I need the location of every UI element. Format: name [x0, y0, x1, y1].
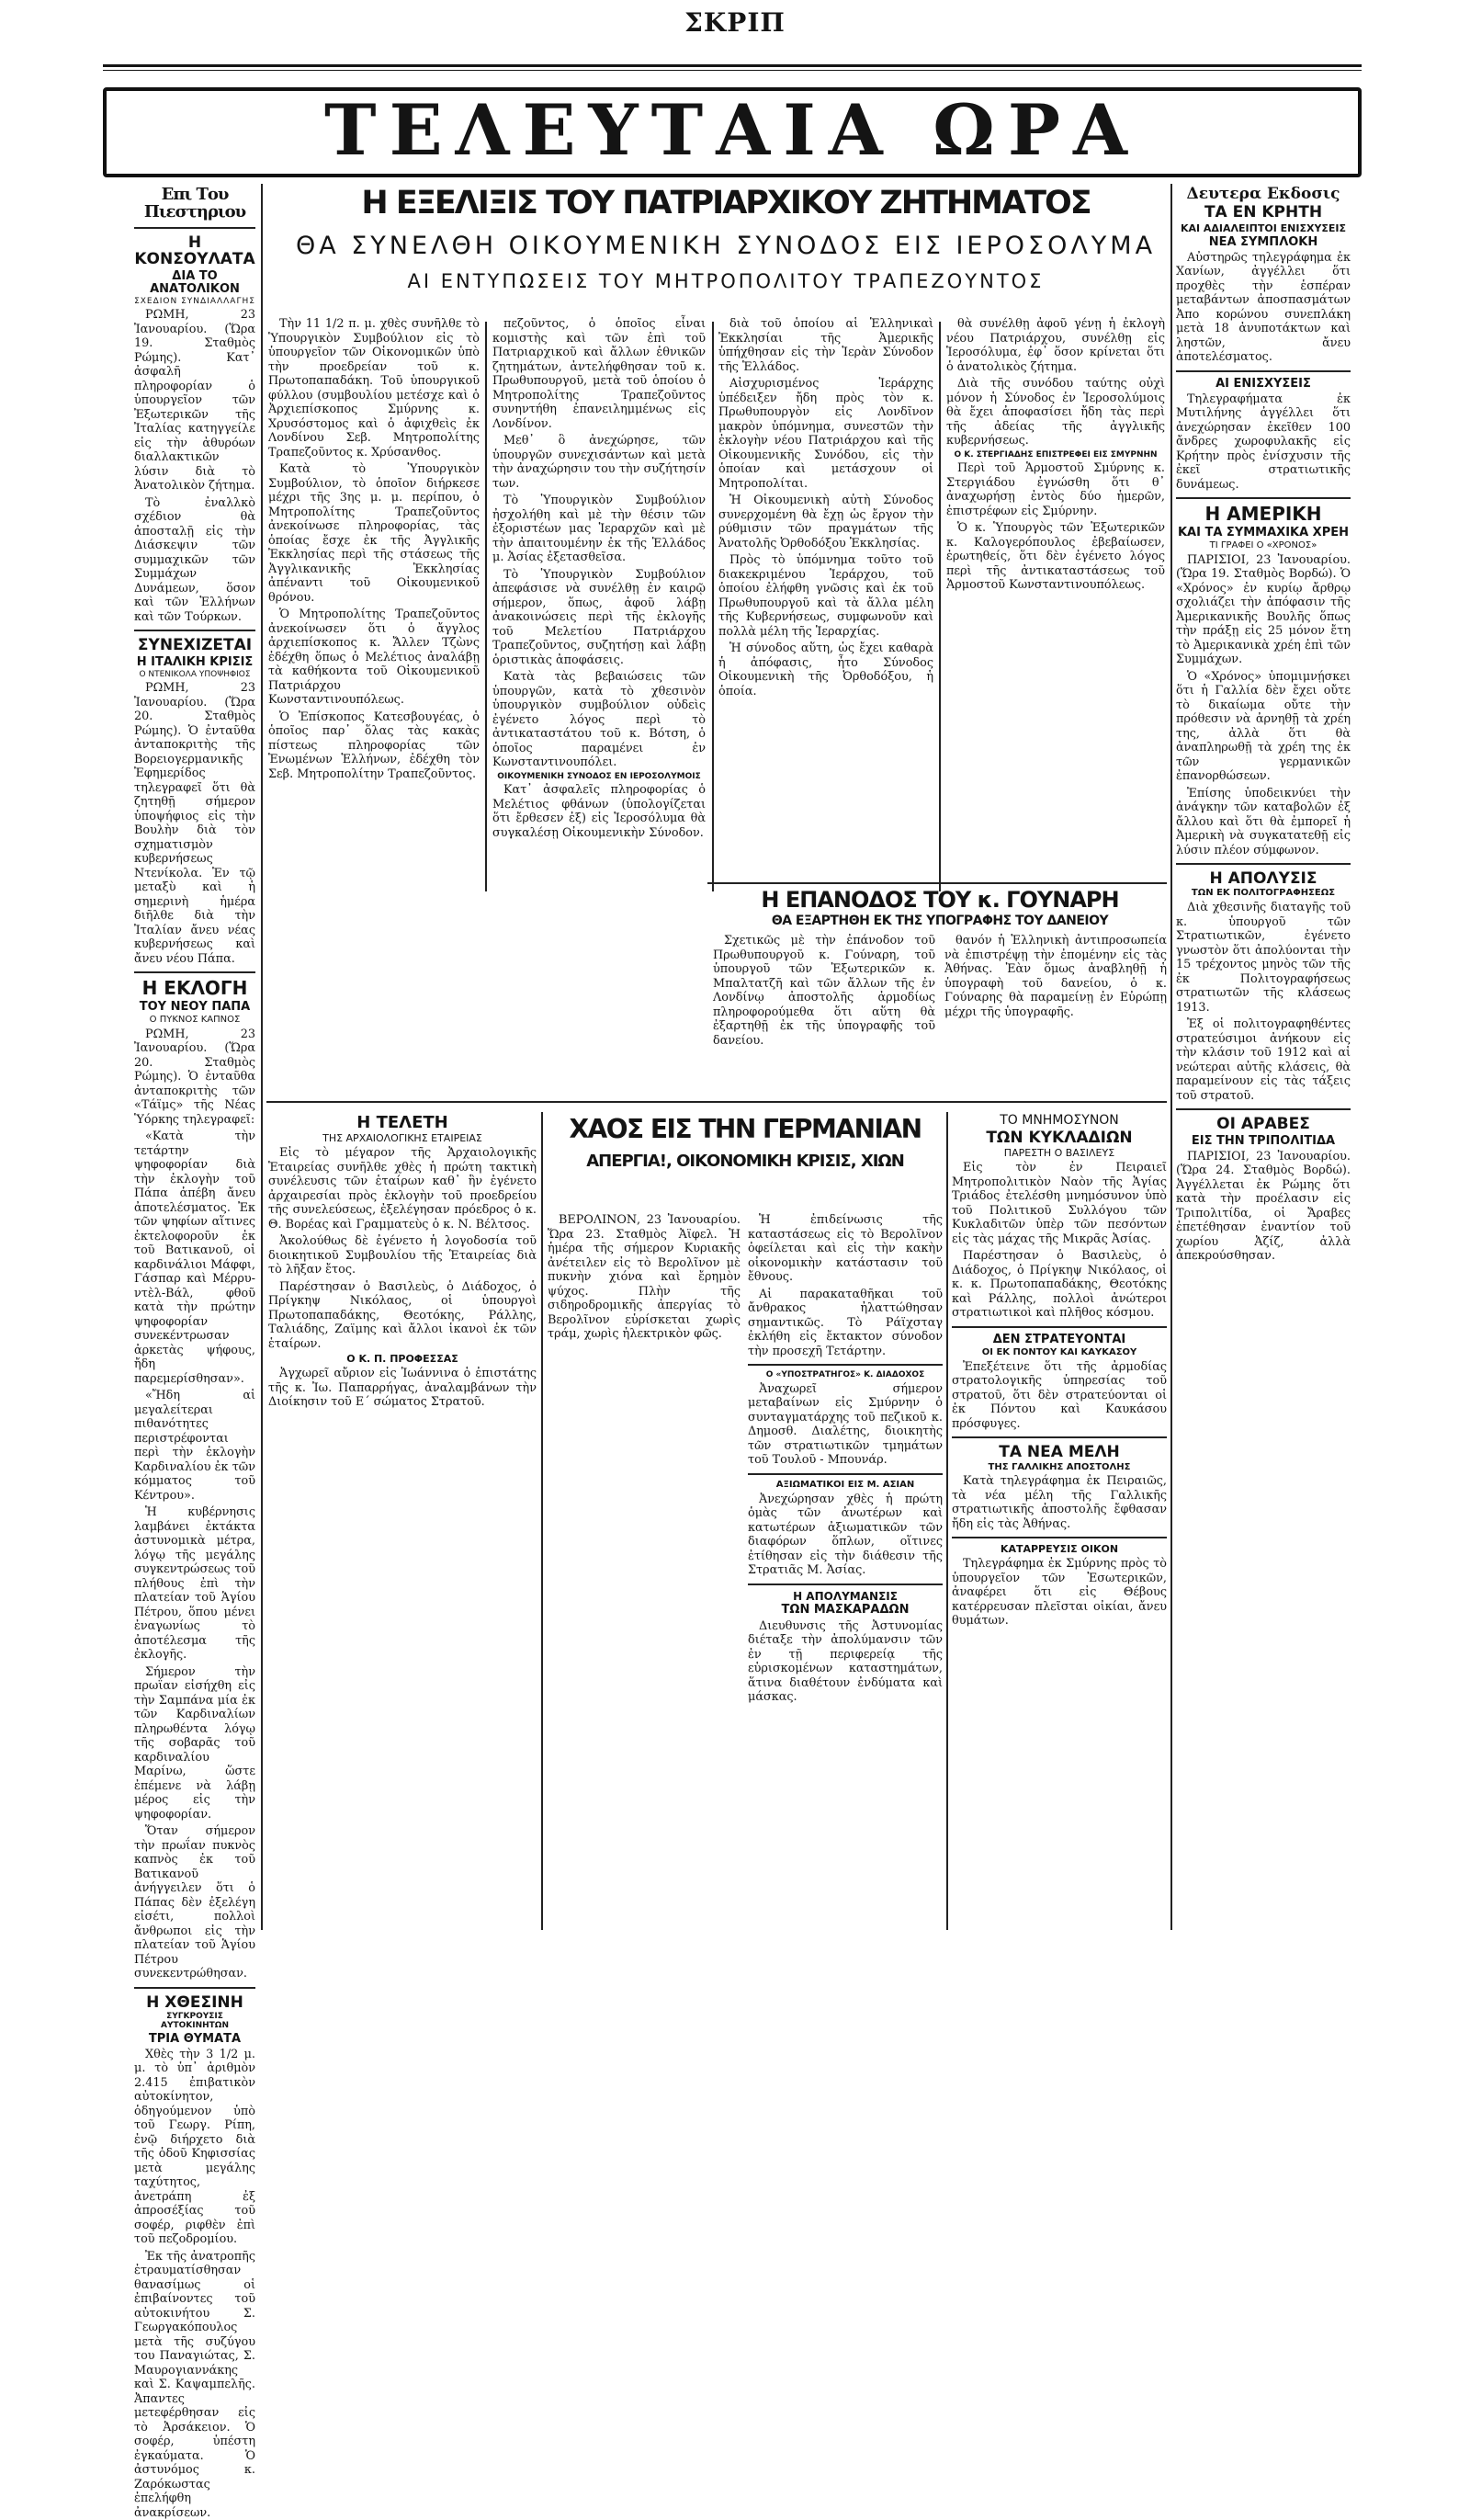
- divider-left: [261, 184, 263, 1930]
- bottom-column-2a: [548, 1213, 741, 1921]
- section-subtitle: ΔΙΑ ΤΟ ΑΝΑΤΟΛΙΚΟΝ: [150, 268, 240, 296]
- section-subhead: Ο «ΥΠΟΣΤΡΑΤΗΓΟΣ» Κ. ΔΙΑΔΟΧΟΣ: [765, 1370, 925, 1379]
- divider-c3: [939, 322, 941, 891]
- article-paragraph: Ἡ κυβέρνησις λαμβάνει ἐκτάκτα ἀστυνομικὰ μέτρα, λόγῳ τῆς μεγάλης συγκεντρώσεως τοῦ πλήθους ἐπὶ τὴν πλατείαν τοῦ Ἁγίου Πέτρου, ὅπου μένει ἐναγωνίως τὸ ἀποτέλεσμα τῆς ἐκλογῆς.: [134, 1505, 255, 1663]
- article-paragraph: Ἐπεξέτεινε ὅτι τῆς ἀρμοδίας στρατολογικῆς ὑπηρεσίας τοῦ στρατοῦ, ὅτι δὲν στρατεύονται οἱ ἐκ Πόντου καὶ Καυκάσου πρόσφυγες.: [952, 1359, 1167, 1431]
- article-paragraph: Σχετικῶς μὲ τὴν ἐπάνοδον τοῦ Πρωθυπουργοῦ κ. Γούναρη, τοῦ ὑπουργοῦ τῶν Ἐξωτερικῶν κ. Μπαλτατζῆ καὶ τῶν ἄλλων τῆς ἐν Λονδίνῳ ἀποστολῆς ἀρμοδίως πληροφορούμεθα ὅτι αὕτη θὰ ἐξαρτηθῇ ἐκ τῆς ὑπογραφῆς τοῦ δανείου.: [713, 934, 935, 1048]
- article-paragraph: «Κατὰ τὴν τετάρτην ψηφοφορίαν διὰ τὴν ἐκλογὴν τοῦ Πάπα ἀπέβη ἄνευ ἀποτελέσματος. Ἐκ τῶν ψηφίων αἵτινες ἐκτελοφοροῦν ἐκ τοῦ Βατικανοῦ, οἱ καρδινάλιοι Μάφφι, Γάσπαρ καὶ Μέρρυ-ντὲλ-Βάλ, φθοῦ κατὰ τὴν πρώτην ψηφοφορίαν συνεκέντρωσαν ἀρκετὰς ψήφους, ἤδη παρεμερίσθησαν».: [134, 1129, 255, 1386]
- article-paragraph: Τὸ Ὑπουργικὸν Συμβούλιον ἀπεφάσισε νὰ συνέλθῃ ἐν καιρῷ σήμερον, ὅπως, ἀφοῦ λάβῃ ἀνακοινώσεις περὶ τῆς ἐκλογῆς τοῦ Μελετίου Πατριάρχου Τραπεζοῦντος, συζητήσῃ καὶ λάβῃ ὁριστικὰς ἀποφάσεις.: [492, 567, 706, 667]
- article-paragraph: Ἡ Οἰκουμενικὴ αὐτὴ Σύνοδος συνερχομένη θὰ ἔχῃ ὡς ἔργον τὴν ρύθμισιν τῶν πραγμάτων τῆς Ἀνατολῆς Ὀρθοδόξου Ἐκκλησίας.: [718, 494, 933, 551]
- section-subtitle: ΤΗΣ ΑΡΧΑΙΟΛΟΓΙΚΗΣ ΕΤΑΙΡΕΙΑΣ: [322, 1132, 482, 1145]
- article-paragraph: Ἀναχωρεῖ σήμερον μεταβαίνων εἰς Σμύρνην ὁ συνταγματάρχης τοῦ πεζικοῦ κ. Δημοσθ. Διαλέτης, διοικητὴς τῶν στρατιωτικῶν τμημάτων τοῦ Τουλοῦ - Μπουνάρ.: [748, 1381, 943, 1468]
- article-paragraph: ΠΑΡΙΣΙΟΙ, 23 Ἰανουαρίου. (Ὥρα 24. Σταθμὸς Βορδώ). Ἀγγέλλεται ἐκ Ρώμης ὅτι κατὰ τὴν προέλασιν εἰς Τριπολιτίδα, οἱ Ἄραβες ἐπετέθησαν ἐναντίον τοῦ χωρίου Ἀζίζ, ἀλλὰ ἀπεκρούσθησαν.: [1176, 1149, 1351, 1264]
- section-kicker-small: ΤΡΙΑ ΘΥΜΑΤΑ: [148, 2031, 242, 2046]
- separator: [952, 1537, 1167, 1538]
- article-paragraph: θανόν ἡ Ἑλληνικὴ ἀντιπροσωπεία νὰ ἐπιστρέψῃ τὴν ἐπομένην εἰς τὰς Ἀθήνας. Ἐὰν ὅμως ἀναβληθῇ ἡ ὑπογραφὴ τοῦ δανείου, ὁ κ. Γούναρης θὰ παραμείνῃ ἐν Εὐρώπῃ μέχρι τῆς ὑπογραφῆς.: [944, 934, 1167, 1019]
- section-subtitle: ΣΥΓΚΡΟΥΣΙΣ ΑΥΤΟΚΙΝΗΤΩΝ: [161, 2012, 229, 2030]
- article-paragraph: Αἰσχυρισμένος Ἱεράρχης ὑπέδειξεν ἤδη πρὸς τὸν κ. Πρωθυπουργὸν εἰς Λονδῖνον μακρὸν ὑπόμνημα, συνεστῶν τὴν ἐκλογὴν νέου Πατριάρχου καὶ τῆς Οἰκουμενικῆς Συνόδου, εἰς τὴν ὁποίαν καὶ μετάσχουν οἱ Μητροπολίται.: [718, 377, 933, 491]
- section-subtitle: ΘΑ ΕΞΑΡΤΗΘΗ ΕΚ ΤΗΣ ΥΠΟΓΡΑΦΗΣ ΤΟΥ ΔΑΝΕΙΟΥ: [771, 913, 1109, 928]
- section-subtitle: ΚΑΙ ΤΑ ΣΥΜΜΑΧΙΚΑ ΧΡΕΗ: [1177, 525, 1349, 539]
- section-title: ΟΙ ΑΡΑΒΕΣ: [1216, 1115, 1310, 1134]
- article-paragraph: Ὁ κ. Ὑπουργὸς τῶν Ἐξωτερικῶν κ. Καλογερόπουλος ἐβεβαίωσεν, ἐρωτηθείς, ὅτι δὲν ἐγένετο λόγος περὶ τῆς ἀντικαταστάσεως τοῦ Ἁρμοστοῦ Κωνσταντινουπόλεως.: [946, 521, 1165, 593]
- section-title: Η ΕΚΛΟΓΗ: [141, 977, 248, 1000]
- bottom-column-1: [268, 1112, 537, 1921]
- section-subtitle: ΚΑΙ ΑΔΙΑΛΕΙΠΤΟΙ ΕΝΙΣΧΥΣΕΙΣ: [1180, 221, 1347, 234]
- divider-c1: [485, 322, 487, 891]
- section-subhead: ΟΙΚΟΥΜΕΝΙΚΗ ΣΥΝΟΔΟΣ ΕΝ ΙΕΡΟΣΟΛΥΜΟΙΣ: [497, 771, 701, 781]
- section-title: ΧΑΟΣ ΕΙΣ ΤΗΝ ΓΕΡΜΑΝΙΑΝ: [569, 1114, 922, 1144]
- section-kicker-small: ΠΑΡΕΣΤΗ Ο ΒΑΣΙΛΕΥΣ: [1003, 1147, 1115, 1160]
- main-headline: Η ΕΞΕΛΙΞΙΣ ΤΟΥ ΠΑΤΡΙΑΡΧΙΚΟΥ ΖΗΤΗΜΑΤΟΣ: [361, 185, 1091, 221]
- top-rule: [103, 64, 1362, 67]
- section-title: ΔΕΝ ΣΤΡΑΤΕΥΟΝΤΑΙ: [992, 1332, 1126, 1346]
- section-title: ΣΥΝΕΧΙΖΕΤΑΙ: [137, 636, 253, 655]
- center-column-4: [946, 317, 1165, 878]
- separator: [748, 1473, 943, 1475]
- section-subtitle: ΑΠΕΡΓΙΑ!, ΟΙΚΟΝΟΜΙΚΗ ΚΡΙΣΙΣ, ΧΙΩΝ: [586, 1152, 904, 1172]
- section-title: ΑΙ ΕΝΙΣΧΥΣΕΙΣ: [1216, 376, 1311, 391]
- gounaris-article: [713, 887, 1167, 1098]
- main-subheadline: ΘΑ ΣΥΝΕΛΘΗ ΟΙΚΟΥΜΕΝΙΚΗ ΣΥΝΟΔΟΣ ΕΙΣ ΙΕΡΟΣΟΛΥΜΑ: [295, 232, 1157, 260]
- center-column-3: [718, 317, 933, 878]
- article-paragraph: Αὐστηρῶς τηλεγράφημα ἐκ Χανίων, ἀγγέλλει ὅτι προχθὲς τὴν ἑσπέραν μεταβάντων ἀποσπασμάτων Ἀπο κορώνου συνεπλάκη μετὰ 18 ἀνυποτάκτων καὶ ληστῶν, ἄνευ ἀποτελέσματος.: [1176, 250, 1351, 365]
- section-title: Η ΕΠΑΝΟΔΟΣ ΤΟΥ κ. ΓΟΥΝΑΡΗ: [761, 887, 1119, 913]
- main-deck: ΑΙ ΕΝΤΥΠΩΣΕΙΣ ΤΟΥ ΜΗΤΡΟΠΟΛΙΤΟΥ ΤΡΑΠΕΖΟΥΝΤΟΣ: [407, 270, 1045, 292]
- section-kicker-small: ΣΧΕΔΙΟΝ ΣΥΝΔΙΑΛΛΑΓΗΣ: [134, 296, 255, 306]
- divider-c2: [712, 322, 714, 891]
- article-paragraph: Πρὸς τὸ ὑπόμνημα τοῦτο τοῦ διακεκριμένου Ἱεράρχου, τοῦ ὁποίου ἐλήφθη γνῶσις καὶ ἐκ τοῦ Πρωθυπουργοῦ καὶ τὰ ἄλλα μέλη τῆς Κυβερνήσεως, συμφωνοῦν καὶ πολλὰ μέλη τῆς Ἱεραρχίας.: [718, 553, 933, 639]
- article-paragraph: Ἀνεχώρησαν χθὲς ἡ πρώτη ὁμὰς τῶν ἀνωτέρων καὶ κατωτέρων ἀξιωματικῶν τῶν διαφόρων ὅπλων, οἵτινες ἐτίθησαν εἰς τὴν διάθεσιν τῆς Στρατιᾶς Μ. Ἀσίας.: [748, 1492, 943, 1578]
- section-title: ΤΑ ΕΝ ΚΡΗΤΗ: [1204, 203, 1323, 222]
- article-paragraph: ΡΩΜΗ, 23 Ἰανουαρίου. (Ὥρα 20. Σταθμὸς Ρώμης). Ὁ ἐνταῦθα ἀνταποκριτὴς τῆς Βορειογερμανικῆς Ἐφημερίδος τηλεγραφεῖ ὅτι θὰ ζητηθῇ σήμερον ὑποψήφιος εἰς τὴν Βουλὴν διὰ τὸν σχηματισμὸν κυβερνήσεως Ντενίκολα. Ἐν τῷ μεταξὺ καὶ ἡ σημερινὴ ἡμέρα διῆλθε διὰ τὴν Ἰταλίαν ἄνευ νέας κυβερνήσεως καὶ ἄνευ νέου Πάπα.: [134, 681, 255, 966]
- article-paragraph: Εἰς τὸν ἐν Πειραιεῖ Μητροπολιτικὸν Ναὸν τῆς Ἁγίας Τριάδος ἐτελέσθη μνημόσυνον ὑπὸ τοῦ Πολιτικοῦ Συλλόγου τῶν Κυκλαδιτῶν ὑπὲρ τῶν πεσόντων εἰς τὰς μάχας τῆς Μικρᾶς Ἀσίας.: [952, 1161, 1167, 1246]
- section-subtitle: ΤΗΣ ΓΑΛΛΙΚΗΣ ΑΠΟΣΤΟΛΗΣ: [988, 1461, 1131, 1472]
- article-paragraph: Ἀκολούθως δὲ ἐγένετο ἡ λογοδοσία τοῦ διοικητικοῦ Συμβουλίου τῆς Ἑταιρείας διὰ τὸ λῆξαν ἔτος.: [268, 1234, 537, 1277]
- section-title: Η ΑΠΟΛΥΣΙΣ: [1209, 869, 1317, 889]
- separator: [134, 630, 255, 631]
- section-kicker-small: Ο ΠΥΚΝΟΣ ΚΑΠΝΟΣ: [149, 1015, 241, 1026]
- separator: [952, 1326, 1167, 1328]
- right-kicker: Δευτερα Εκδοσις: [1186, 185, 1340, 203]
- section-kicker-small: Ο ΝΤΕΝΙΚΟΛΑ ΥΠΟΨΗΦΙΟΣ: [139, 669, 251, 679]
- divider-right: [1170, 184, 1172, 1930]
- left-kicker: Επι Του Πιεστηριου: [143, 185, 246, 222]
- separator: [134, 227, 255, 229]
- article-paragraph: Ἐπίσης ὑποδεικνύει τὴν ἀνάγκην τῶν καταβολῶν ἐξ ἄλλου καὶ ὅτι θὰ ἐμπορεῖ ἡ Ἀμερικὴ νὰ συγκατατεθῇ εἰς λύσιν πλέον σύμφωνον.: [1176, 786, 1351, 857]
- section-title: Η ΑΜΕΡΙΚΗ: [1204, 503, 1322, 526]
- article-paragraph: διὰ τοῦ ὁποίου αἱ Ἑλληνικαὶ Ἐκκλησίαι τῆς Ἀμερικῆς ὑπήχθησαν εἰς τὴν Ἱερὰν Σύνοδον τῆς Ἑλλάδος.: [718, 317, 933, 374]
- separator: [1176, 863, 1351, 865]
- bottom-column-2b: [748, 1213, 943, 1921]
- section-title: Η ΤΕΛΕΤΗ: [356, 1113, 448, 1132]
- article-paragraph: ΡΩΜΗ, 23 Ἰανουαρίου. (Ὥρα 19. Σταθμὸς Ρώμης). Κατ᾽ ἀσφαλῆ πληροφορίαν ὁ ὑπουργεῖον τῶν Ἐξωτερικῶν τῆς Ἰταλίας κατηγγείλε εἰς τὴν ἀθυρόων διαλλακτικῶν λύσιν διὰ τὸ Ἀνατολικὸν ζήτημα.: [134, 308, 255, 494]
- newspaper-name: ΣΚΡΙΠ: [684, 7, 786, 38]
- section-subhead: ΑΞΙΩΜΑΤΙΚΟΙ ΕΙΣ Μ. ΑΣΙΑΝ: [775, 1479, 915, 1490]
- left-column: [134, 184, 255, 2520]
- section-subtitle: ΕΙΣ ΤΗΝ ΤΡΙΠΟΛΙΤΙΔΑ: [1191, 1133, 1336, 1148]
- top-rule-thin: [103, 70, 1362, 71]
- separator: [748, 1364, 943, 1366]
- article-paragraph: Ὁ «Χρόνος» ὑπομιμνῄσκει ὅτι ἡ Γαλλία δὲν ἔχει οὔτε τὸ δικαίωμα οὔτε τὴν πρόθεσιν νὰ ἀρνηθῇ τὰ χρέη της, ἀλλὰ ὅτι θὰ ἀναπληρωθῇ τὰ χρέη της ἐκ τῶν γερμανικῶν ἐπανορθώσεων.: [1176, 669, 1351, 784]
- article-paragraph: Εἰς τὸ μέγαρον τῆς Ἀρχαιολογικῆς Ἑταιρείας συνῆλθε χθὲς ἡ πρώτη τακτικὴ συνέλευσις τῶν ἑταίρων καθ᾽ ἣν ἐγένετο ἀρχαιρεσίαι πρὸς ἐκλογὴν τοῦ προεδρείου τῆς συνελεύσεως, ἐξελέγησαν πρόεδρος ὁ κ. Θ. Βορέας καὶ Γραμματεὺς ὁ κ. Ν. Βέλτσος.: [268, 1146, 537, 1232]
- article-paragraph: Περὶ τοῦ Ἁρμοστοῦ Σμύρνης κ. Στεργιάδου ἐγνώσθη ὅτι θ᾽ ἀναχωρήσῃ ἐντὸς δύο ἡμερῶν, ἐπιστρέφων εἰς Σμύρνην.: [946, 461, 1165, 518]
- center-column-2: [492, 317, 706, 1098]
- section-subtitle: ΟΙ ΕΚ ΠΟΝΤΟΥ ΚΑΙ ΚΑΥΚΑΣΟΥ: [981, 1346, 1137, 1357]
- separator: [134, 971, 255, 973]
- bottom-germany-headline: [548, 1114, 943, 1173]
- article-paragraph: Παρέστησαν ὁ Βασιλεὺς, ὁ Διάδοχος, ὁ Πρίγκηψ Νικόλαος, οἱ ὑπουργοὶ Πρωτοπαπαδάκης, Θεοτόκης, Ράλλης, Ταλιάδης, Ζαϊμης καὶ ἄλλοι ἱκανοὶ ἐκ τῶν ἑταίρων.: [268, 1279, 537, 1351]
- article-paragraph: Τὸ ἐναλλκὸ σχέδιον θὰ ἀποσταλῇ εἰς τὴν Διάσκεψιν τῶν συμμαχικῶν τῶν Συμμάχων Δυνάμεων, ὅσον καὶ τῶν Ἑλλήνων καὶ τῶν Τούρκων.: [134, 495, 255, 624]
- article-paragraph: Σήμερον τὴν πρωΐαν εἰσήχθη εἰς τὴν Σαμπάνα μία ἐκ τῶν Καρδιναλίων πληρωθέντα λόγῳ τῆς σοβαρᾶς τοῦ καρδιναλίου Μαρίνω, ὥστε ἐπέμενε νὰ λάβῃ μέρος εἰς τὴν ψηφοφορίαν.: [134, 1664, 255, 1822]
- divider-gounaris-top: [707, 882, 1167, 884]
- section-subtitle: Η ΙΤΑΛΙΚΗ ΚΡΙΣΙΣ: [136, 654, 254, 669]
- center-column-1: [268, 317, 480, 1098]
- divider-center-mid: [266, 1101, 1167, 1103]
- article-paragraph: ΠΑΡΙΣΙΟΙ, 23 Ἰανουαρίου. (Ὥρα 19. Σταθμὸς Βορδώ). Ὁ «Χρόνος» ἐν κυρίῳ ἄρθρῳ σχολιάζει τὴν ἀπόφασιν τῆς Ἀμερικανικῆς Βουλῆς ὅπως τὴν πράξῃ εἰς 25 μόνον ἔτη τὸ Ἀμερικανικὰ χρέη ἐπὶ τῶν Συμμάχων.: [1176, 552, 1351, 667]
- section-title: Η ΑΠΟΛΥΜΑΝΣΙΣ: [793, 1589, 898, 1603]
- section-subtitle: ΤΩΝ ΜΑΣΚΑΡΑΔΩΝ: [781, 1603, 910, 1618]
- separator: [134, 1987, 255, 1989]
- section-subtitle: ΤΩΝ ΚΥΚΛΑΔΙΩΝ: [986, 1129, 1133, 1148]
- article-paragraph: Κατὰ τὰς βεβαιώσεις τῶν ὑπουργῶν, κατὰ τὸ χθεσινὸν ὑπουργικὸν συμβούλιον οὐδεὶς ἐγένετο λόγος περὶ τὸ ἀντικαταστάτου τοῦ κ. Βότση, ὁ ὁποῖος παραμένει ἐν Κωνσταντινουπόλει.: [492, 670, 706, 769]
- separator: [1176, 497, 1351, 499]
- section-title: Η ΧΘΕΣΙΝΗ: [146, 1992, 243, 2012]
- article-paragraph: Ἡ ἐπιδείνωσις τῆς καταστάσεως εἰς τὸ Βερολῖνον ὀφείλεται καὶ εἰς τὴν κακὴν οἰκονομικὴν κατάστασιν τοῦ ἔθνους.: [748, 1213, 943, 1284]
- gounaris-body: [713, 934, 1167, 1050]
- article-paragraph: Διὰ τῆς συνόδου ταύτης οὐχὶ μόνον ἡ Σύνοδος ἐν Ἱεροσολύμοις θὰ ἔχει ἀποφασίσει ἤδη τὰς περὶ τῆς ἀδείας τῆς ἀγγλικῆς κυβερνήσεως.: [946, 377, 1165, 448]
- section-title: ΤΟ ΜΝΗΜΟΣΥΝΟΝ: [1000, 1113, 1119, 1128]
- separator: [1176, 1108, 1351, 1110]
- article-paragraph: Ἀγχωρεῖ αὔριον εἰς Ἰωάννινα ὁ ἐπιστάτης τῆς κ. Ἰω. Παπαρρήγας, ἀναλαμβάνων τὴν Διοίκησιν τοῦ Ε΄ σώματος Στρατοῦ.: [268, 1367, 537, 1410]
- article-paragraph: ΡΩΜΗ, 23 Ἰανουαρίου. (Ὥρα 20. Σταθμὸς Ρώμης). Ὁ ἐνταῦθα ἀνταποκριτὴς τῶν «Τάϊμς» τῆς Νέας Ὑόρκης τηλεγραφεῖ:: [134, 1027, 255, 1127]
- section-subtitle: ΤΟΥ ΝΕΟΥ ΠΑΠΑ: [139, 1000, 251, 1015]
- article-paragraph: Τὴν 11 1/2 π. μ. χθὲς συνῆλθε τὸ Ὑπουργικὸν Συμβούλιον εἰς τὸ ὑπουργεῖον τῶν Οἰκονομικῶν ὑπὸ τὴν προεδρείαν τοῦ κ. Πρωτοπαπαδάκη. Τοῦ ὑπουργικοῦ φύλλου (συμβουλίου μετέσχε καὶ ὁ Ἀρχιεπίσκοπος Σμύρνης κ. Χρυσόστομος καὶ ὁ ἀφιχθεὶς ἐκ Λονδίνου Σεβ. Μητροπολίτης Τραπεζοῦντος κ. Χρύσανθος.: [268, 317, 480, 460]
- article-paragraph: Παρέστησαν ὁ Βασιλεὺς, ὁ Διάδοχος, ὁ Πρίγκηψ Νικόλαος, οἱ κ. κ. Πρωτοπαπαδάκης, Θεοτόκης καὶ Ράλλης, πολλοὶ ἀνώτεροι στρατιωτικοὶ καὶ πλῆθος κόσμου.: [952, 1249, 1167, 1321]
- article-paragraph: Κατὰ τὸ Ὑπουργικὸν Συμβούλιον, τὸ ὁποῖον διήρκεσε μέχρι τῆς 3ης μ. μ. περίπου, ὁ Μητροπολίτης Τραπεζοῦντος ἀνεκοίνωσε πληροφορίας, τὰς ὁποίας ἔσχε ἐκ τῆς Ἀγγλικῆς Ἐκκλησίας περὶ τῆς στάσεως τῆς Ἀγγλικανικῆς Ἐκκλησίας ἀπέναντι τοῦ Οἰκουμενικοῦ θρόνου.: [268, 462, 480, 605]
- article-paragraph: Ἐξ οἱ πολιτογραφηθέντες στρατεύσιμοι ἀνήκουν εἰς τὴν κλάσιν τοῦ 1912 καὶ αἱ νεώτεραι αὐτῆς κλάσεις, θὰ παραμείνουν εἰς τὰς τάξεις τοῦ στρατοῦ.: [1176, 1017, 1351, 1103]
- article-paragraph: Χθὲς τὴν 3 1/2 μ. μ. τὸ ὑπ᾽ ἀριθμὸν 2.415 ἐπιβατικὸν αὐτοκίνητον, ὁδηγούμενον ὑπὸ τοῦ Γεωργ. Ρίπη, ἐνῷ διήρχετο διὰ τῆς ὁδοῦ Κηφισσίας μετὰ μεγάλης ταχύτητος, ἀνετράπη ἐξ ἀπροσέξίας τοῦ σοφέρ, ριφθὲν ἐπὶ τοῦ πεζοδρομίου.: [134, 2047, 255, 2247]
- article-paragraph: Ὁ Μητροπολίτης Τραπεζοῦντος ἀνεκοίνωσεν ὅτι ὁ ἄγγλος ἀρχιεπίσκοπος κ. Ἄλλεν Τζὼνς ἐδέχθη ὅπως ὁ Μελέτιος ἀναλάβῃ τὰ καθήκοντα τοῦ Οἰκουμενικοῦ Πατριάρχου Κωνσταντινουπόλεως.: [268, 607, 480, 707]
- article-paragraph: Κατ᾽ ἀσφαλεῖς πληροφορίας ὁ Μελέτιος φθάνων (ὑπολογίζεται ὅτι ἔρθεσεν ἐξ) εἰς Ἱεροσόλυμα θὰ συγκαλέσῃ Οἰκουμενικὴν Σύνοδον.: [492, 783, 706, 840]
- separator: [1176, 370, 1351, 372]
- article-paragraph: ΒΕΡΟΛΙΝΟΝ, 23 Ἰανουαρίου. Ὥρα 23. Σταθμὸς Ἀϊφελ. Ἡ ἡμέρα τῆς σήμερον Κυριακῆς ἀνέτειλεν εἰς τὸ Βερολῖνον μὲ πυκνὴν χιόνα καὶ ἔρημὸν ψύχος. Πλὴν τῆς σιδηροδρομικῆς ἀπεργίας τὸ Βερολῖνον εὑρίσκεται χωρὶς τράμ, χωρὶς ἠλεκτρικὸν φῶς.: [548, 1213, 741, 1341]
- article-paragraph: πεζοῦντος, ὁ ὁποῖος εἶναι κομιστὴς καὶ τῶν ἐπὶ τοῦ Πατριαρχικοῦ καὶ ἄλλων ἐθνικῶν ζητημάτων, ἀντελήφθησαν τοῦ κ. Πρωθυπουργοῦ, μετὰ τοῦ ὁποίου ὁ Μητροπολίτης Τραπεζοῦντος συνηντήθη ἐπανειλημμένως εἰς Λονδίνον.: [492, 317, 706, 431]
- masthead-title: ΤΕΛΕΥΤΑΙΑ ΩΡΑ: [324, 89, 1140, 171]
- divider-b2: [946, 1112, 948, 1930]
- article-paragraph: Διευθυνσις τῆς Ἀστυνομίας διέταξε τὴν ἀπολύμανσιν τῶν ἐν τῇ περιφερείᾳ τῆς εὑρισκομένων καταστημάτων, ἅτινα διαθέτουν ἐνδύματα καὶ μάσκας.: [748, 1618, 943, 1704]
- section-title: Η ΚΟΝΣΟΥΛΑΤΑ: [134, 233, 255, 269]
- section-kicker-small: ΝΕΑ ΣΥΜΠΛΟΚΗ: [1208, 234, 1318, 249]
- separator: [748, 1584, 943, 1585]
- article-paragraph: Τηλεγραφήματα ἐκ Μυτιλήνης ἀγγέλλει ὅτι ἀνεχώρησαν ἐκεῖθεν 100 ἄνδρες χωροφυλακῆς εἰς Κρήτην πρὸς ἐνίσχυσιν τῆς ἐκεῖ στρατιωτικῆς δυνάμεως.: [1176, 392, 1351, 492]
- article-paragraph: Διὰ χθεσινῆς διαταγῆς τοῦ κ. ὑπουργοῦ τῶν Στρατιωτικῶν, ἐγένετο γνωστὸν ὅτι ἀπολύονται τὴν 15 τρέχοντος μηνὸς τῶν τῆς ἐκ Πολιτογραφήσεως στρατιωτῶν τῆς κλάσεως 1913.: [1176, 901, 1351, 1015]
- separator: [952, 1436, 1167, 1438]
- section-subhead: Ο Κ. ΣΤΕΡΓΙΑΔΗΣ ΕΠΙΣΤΡΕΦΕΙ ΕΙΣ ΣΜΥΡΝΗΝ: [954, 449, 1158, 460]
- article-paragraph: Ἐκ τῆς ἀνατροπῆς ἐτραυματίσθησαν θανασίμως οἱ ἐπιβαίνοντες τοῦ αὐτοκινήτου Σ. Γεωργακόπουλος μετὰ τῆς συζύγου του Παναγιώτας, Σ. Μαυρογιαννάκης καὶ Σ. Καψαμπελῆς. Ἀπαντες μετεφέρθησαν εἰς τὸ Ἀρσάκειον. Ὁ σοφέρ, ὑπέστη ἐγκαύματα. Ὁ ἀστυνόμος κ. Ζαρόκωστας ἐπελήφθη ἀνακρίσεων.: [134, 2249, 255, 2520]
- article-paragraph: «Ἤδη αἱ μεγαλείτεραι πιθανότητες περιστρέφονται περὶ τὴν ἐκλογὴν Καρδιναλίου ἐκ τῶν κόμματος τοῦ Κέντρου».: [134, 1389, 255, 1503]
- right-column: [1176, 184, 1351, 1930]
- article-paragraph: Τηλεγράφημα ἐκ Σμύρνης πρὸς τὸ ὑπουργεῖον τῶν Ἐσωτερικῶν, ἀναφέρει ὅτι εἰς Θέβους κατέρρευσαν πλεῖσται οἰκίαι, ἄνευ θυμάτων.: [952, 1557, 1167, 1629]
- article-paragraph: θὰ συνέλθῃ ἀφοῦ γένῃ ἡ ἐκλογὴ νέου Πατριάρχου, συνέλθῃ εἰς Ἱεροσόλυμα, ἐφ᾽ ὅσον κρίνεται ὅτι ὁ ἀνατολικὸς ζήτημα.: [946, 317, 1165, 374]
- section-kicker-small: ΤΙ ΓΡΑΦΕΙ Ο «ΧΡΟΝΟΣ»: [1209, 539, 1317, 551]
- section-subhead: ΚΑΤΑΡΡΕΥΣΙΣ ΟΙΚΟΝ: [1000, 1543, 1119, 1556]
- bottom-column-3: [952, 1112, 1167, 1921]
- article-paragraph: Μεθ᾽ ὃ ἀνεχώρησε, τῶν ὑπουργῶν συνεχισάντων καὶ μετὰ τὴν ἀναχώρησιν του τὴν συζήτησίν των.: [492, 434, 706, 491]
- section-subhead: Ο Κ. Π. ΠΡΟΦΕΣΣΑΣ: [346, 1353, 458, 1366]
- article-paragraph: Κατὰ τηλεγράφημα ἐκ Πειραιῶς, τὰ νέα μέλη τῆς Γαλλικῆς στρατιωτικῆς ἀποστολῆς ἔφθασαν ἤδη εἰς τὰς Ἀθήνας.: [952, 1474, 1167, 1531]
- article-paragraph: Αἱ παρακαταθῆκαι τοῦ ἄνθρακος ἠλαττώθησαν σημαντικῶς. Τὸ Ράϊχσταγ ἐκλήθη εἰς ἔκτακτον σύνοδον τὴν προσεχῆ Τετάρτην.: [748, 1287, 943, 1358]
- article-paragraph: Ἡ σύνοδος αὕτη, ὡς ἔχει καθαρὰ ἡ ἀπόφασις, ἦτο Σύνοδος Οἰκουμενικὴ τῆς Ὀρθοδόξου, ἡ ὁποία.: [718, 641, 933, 698]
- section-title: ΤΑ ΝΕΑ ΜΕΛΗ: [999, 1443, 1120, 1462]
- article-paragraph: Ὁ Ἐπίσκοπος Κατεσβουγέας, ὁ ὁποῖος παρ᾽ ὅλας τὰς κακὰς πίστεως πληροφορίας τῶν Ἑνωμένων Ἑλλήνων, ἐδέχθη τὸν Σεβ. Μητροπολίτην Τραπεζοῦντος.: [268, 709, 480, 781]
- divider-b1: [541, 1112, 543, 1930]
- article-paragraph: Ὅταν σήμερον τὴν πρωΐαν πυκνὸς καπνὸς ἐκ τοῦ Βατικανοῦ ἀνήγγειλεν ὅτι ὁ Πάπας δὲν ἐξελέγη εἰσέτι, πολλοὶ ἄνθρωποι εἰς τὴν πλατείαν τοῦ Ἁγίου Πέτρου συνεκεντρώθησαν.: [134, 1824, 255, 1981]
- article-paragraph: Τὸ Ὑπουργικὸν Συμβούλιον ἠσχολήθη καὶ μὲ τὴν θέσιν τῶν ἐξοριστέων μας Ἱεραρχῶν καὶ μὲ τὴν ἀπαιτουμένην ἐκ τῆς Ἑλλάδος μ. Ἀσίας ἐξετασθεῖσα.: [492, 494, 706, 564]
- section-subtitle: ΤΩΝ ΕΚ ΠΟΛΙΤΟΓΡΑΦΗΣΕΩΣ: [1191, 888, 1336, 899]
